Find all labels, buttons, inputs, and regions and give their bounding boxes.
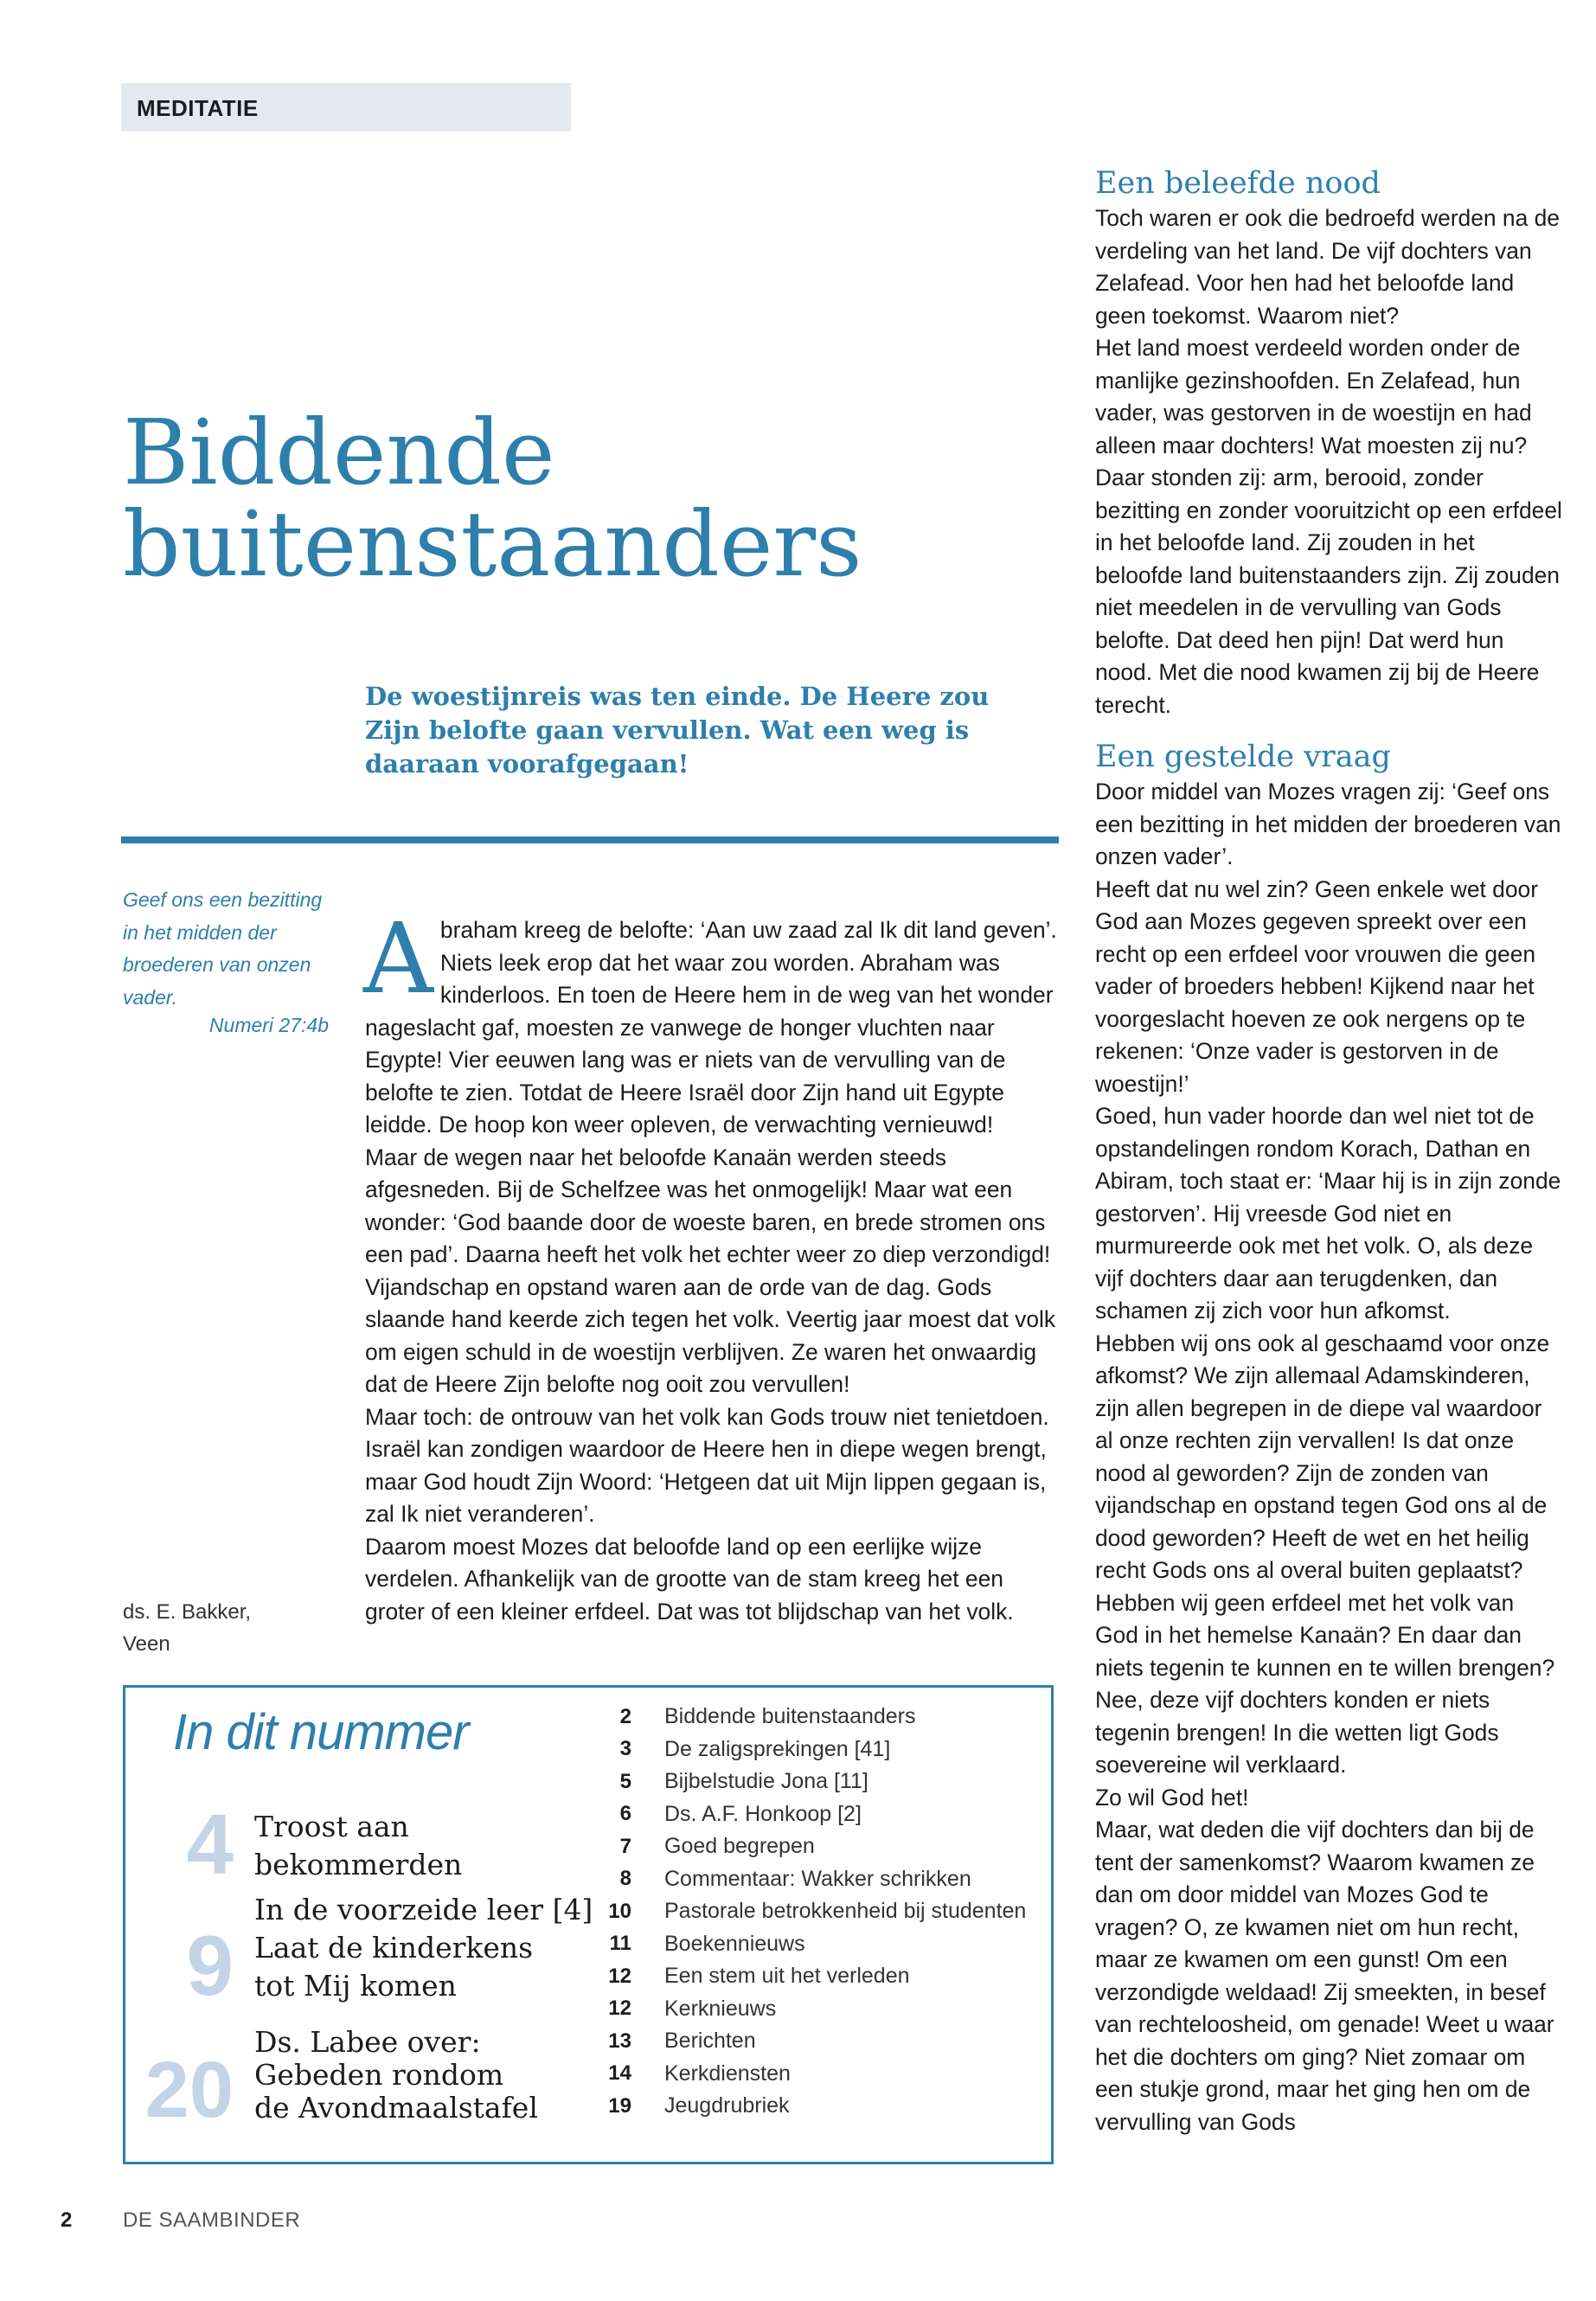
author-byline <box>123 1596 339 1660</box>
section-label: MEDITATIE <box>137 95 259 121</box>
feature-line: In de voorzeide leer [4] <box>254 1893 593 1926</box>
body-paragraph: Zo wil God het! <box>1095 1784 1249 1811</box>
drop-cap: A <box>363 903 433 1016</box>
toc-page: 12 <box>608 1964 631 1988</box>
quote-line: in het midden der <box>123 920 277 944</box>
article-body <box>363 903 1057 1628</box>
page-number: 2 <box>61 2208 73 2232</box>
toc-page: 5 <box>619 1769 631 1793</box>
feature-title[interactable] <box>254 1891 593 2005</box>
body-paragraph: Maar toch: de ontrouw van het volk kan Gods trouw niet tenietdoen. Israël kan zondigen waardoor de Heere hen in diepe wegen brengt, maar God houdt Zijn Woord: ‘Hetgeen dat uit Mijn lippen gegaan is, zal Ik niet veranderen’. <box>365 1403 1049 1527</box>
author-place: Veen <box>123 1632 170 1656</box>
toc-title: Goed begrepen <box>664 1834 815 1859</box>
toc-item[interactable] <box>571 1895 1045 1928</box>
page-title <box>123 400 901 597</box>
feature-line: Troost aan <box>254 1810 409 1843</box>
publication-name: DE SAAMBINDER <box>123 2208 301 2232</box>
feature-line: de Avondmaalstafel <box>254 2091 538 2125</box>
body-paragraph: Door middel van Mozes vragen zij: ‘Geef ons een bezitting in het midden der broederen van onzen vader’. <box>1095 779 1561 869</box>
toc-item[interactable] <box>571 2090 1045 2123</box>
feature-title[interactable] <box>254 2026 538 2125</box>
quote-line: vader. <box>123 985 178 1009</box>
toc-title: Commentaar: Wakker schrikken <box>664 1866 971 1891</box>
toc-title: Boekennieuws <box>664 1931 805 1956</box>
feature-line: Gebeden rondom <box>254 2058 504 2092</box>
quote-line: Geef ons een bezitting <box>123 888 323 911</box>
toc-title: Berichten <box>664 2029 756 2054</box>
toc-page: 19 <box>608 2093 631 2118</box>
toc-page: 2 <box>619 1704 631 1728</box>
quote-reference: Numeri 27:4b <box>208 1014 329 1036</box>
toc-title: Bijbelstudie Jona [11] <box>664 1769 869 1794</box>
section-heading: Een gestelde vraag <box>1095 740 1391 774</box>
feature-number: 4 <box>186 1797 234 1892</box>
feature-number: 20 <box>144 2046 234 2134</box>
toc-title: De zaligsprekingen [41] <box>664 1736 891 1761</box>
toc-title: Kerkdiensten <box>664 2061 791 2086</box>
feature-line: tot Mij komen <box>254 1969 457 2003</box>
right-column <box>1095 164 1562 2138</box>
feature-line: Laat de kinderkens <box>254 1931 534 1965</box>
lead-paragraph: De woestijnreis was ten einde. De Heere zou Zijn belofte gaan vervullen. Wat een weg is daaraan voorafgegaan! <box>365 682 990 779</box>
feature-title[interactable] <box>254 1808 462 1884</box>
toc-item[interactable] <box>571 1863 1045 1896</box>
toc-item[interactable] <box>571 1928 1045 1961</box>
body-paragraph: Het land moest verdeeld worden onder de manlijke gezinshoofden. En Zelafead, hun vader, was gestorven in de woestijn en had alleen maar dochters! Wat moesten zij nu? Daar stonden zij: arm, berooid, zonder bezitting en zonder vooruitzicht op een erfdeel in het beloofde land. Zij zouden in het beloofde land buitenstaanders zijn. Zij zouden niet meedelen in de vervulling van Gods belofte. Dat deed hen pijn! Dat werd hun nood. Met die nood kwamen zij bij de Heere terecht. <box>1095 335 1562 718</box>
body-paragraph: Hebben wij geen erfdeel met het volk van God in het hemelse Kanaän? En daar dan niets tegenin te kunnen en te willen brengen? Nee, deze vijf dochters konden er niets tegenin brengen! In die wetten ligt Gods soevereine wil verklaard. <box>1095 1589 1555 1778</box>
toc-title: Een stem uit het verleden <box>664 1964 910 1989</box>
title-line: Biddende <box>123 400 555 505</box>
toc-page: 7 <box>619 1834 631 1858</box>
toc-page: 14 <box>608 2061 631 2086</box>
toc-page: 8 <box>619 1867 631 1891</box>
toc-title: Pastorale betrokkenheid bij studenten <box>664 1899 1027 1924</box>
toc-item[interactable] <box>571 1798 1045 1831</box>
body-paragraph: Abraham kreeg de belofte: ‘Aan uw zaad zal Ik dit land geven’. Niets leek erop dat het waar zou worden. Abraham was kinderloos. En toen de Heere hem in de weg van het wonder nageslacht gaf, moesten ze vanwege de honger vluchten naar Egypte! Vier eeuwen lang was er niets van de vervulling van de belofte te zien. Totdat de Heere Israël door Zijn hand uit Egypte leidde. De hoop kon weer opleven, de verwachting vernieuwd! <box>363 903 1057 1138</box>
toc-title: Kerknieuws <box>664 1996 777 2021</box>
title-line: buitenstaanders <box>123 491 862 597</box>
toc-page: 12 <box>608 1997 631 2021</box>
body-paragraph: Goed, hun vader hoorde dan wel niet tot de opstandelingen rondom Korach, Dathan en Abiram, toch staat er: ‘Maar hij is in zijn zonde gestorven’. Hij vreesde God niet en murmureerde ook met het volk. O, als deze vijf dochters daar aan terugdenken, dan schamen zij zich voor hun afkomst. <box>1095 1103 1561 1324</box>
toc-title: Ds. A.F. Honkoop [2] <box>664 1801 862 1826</box>
quote-line: broederen van onzen <box>123 953 311 976</box>
body-paragraph: Maar de wegen naar het beloofde Kanaän werden steeds afgesneden. Bij de Schelfzee was het onmogelijk! Maar wat een wonder: ‘God baande door de woeste baren, en brede stromen ons een pad’. Daarna heeft het volk het echter weer zo diep verzondigd! Vijandschap en opstand waren aan de orde van de dag. Gods slaande hand keerde zich tegen het volk. Veertig jaar moest dat volk om eigen schuld in de woestijn verblijven. Ze waren het onwaardig dat de Heere Zijn belofte nog ooit zou vervullen! <box>365 1144 1056 1397</box>
toc-title: Biddende buitenstaanders <box>664 1704 916 1729</box>
body-paragraph: Heeft dat nu wel zin? Geen enkele wet door God aan Mozes gegeven spreekt over een recht op een erfdeel voor vrouwen die geen vader of broeders hebben! Kijkend naar het voorgeslacht hoeven ze ook nergens op te rekenen: ‘Onze vader is gestorven in de woestijn!’ <box>1095 875 1539 1097</box>
toc-item[interactable] <box>571 1734 1045 1766</box>
body-paragraph: Toch waren er ook die bedroefd werden na de verdeling van het land. De vijf dochters van Zelafead. Voor hen had het beloofde land geen toekomst. Waarom niet? <box>1095 205 1560 329</box>
body-paragraph: Hebben wij ons ook al geschaamd voor onze afkomst? We zijn allemaal Adamskinderen, zijn allen begrepen in de diepe val waardoor al onze rechten zijn vervallen! Is dat onze nood al geworden? Zijn de zonden van vijandschap en opstand tegen God ons al de dood geworden? Heeft de wet en het heilig recht Gods ons al overal buiten geplaatst? <box>1095 1330 1550 1583</box>
feature-number: 9 <box>186 1918 234 2013</box>
toc-item[interactable] <box>571 1993 1045 2026</box>
toc-item[interactable] <box>571 1830 1045 1863</box>
toc-title: Jeugdrubriek <box>664 2093 790 2118</box>
toc-page: 11 <box>609 1932 631 1956</box>
author-name: ds. E. Bakker, <box>123 1600 252 1624</box>
toc-item[interactable] <box>571 1701 1045 1734</box>
toc-item[interactable] <box>571 1960 1045 1993</box>
toc-page: 3 <box>619 1737 631 1761</box>
toc-page: 6 <box>619 1802 631 1826</box>
body-paragraph: Daarom moest Mozes dat beloofde land op een eerlijke wijze verdelen. Afhankelijk van de grootte van de stam kreeg het een groter of een kleiner erfdeel. Dat was tot blijdschap van het volk. <box>365 1533 1014 1625</box>
toc-list <box>571 1701 1045 2123</box>
feature-line: Ds. Labee over: <box>254 2025 481 2059</box>
toc-page: 13 <box>608 2029 631 2053</box>
toc-item[interactable] <box>571 2058 1045 2091</box>
toc-page: 10 <box>608 1899 631 1923</box>
section-heading: Een beleefde nood <box>1095 166 1381 201</box>
contents-title: In dit nummer <box>173 1704 469 1760</box>
section-tag <box>121 83 571 131</box>
divider-rule <box>121 836 1059 843</box>
body-paragraph: Maar, wat deden die vijf dochters dan bij de tent der samenkomst? Waarom kwamen ze dan om door middel van Mozes God te vragen? O, ze kwamen niet om hun recht, maar ze kwamen om een gunst! Om een verzondigde weldaad! Zij smeekten, in besef van rechteloosheid, om genade! Weet u waar het die dochters om ging? Niet zomaar om een stukje grond, maar het ging hen om de vervulling van Gods <box>1095 1817 1554 2135</box>
feature-line: bekommerden <box>254 1848 463 1881</box>
toc-item[interactable] <box>571 2025 1045 2058</box>
toc-item[interactable] <box>571 1766 1045 1798</box>
scripture-quote <box>123 884 339 1014</box>
